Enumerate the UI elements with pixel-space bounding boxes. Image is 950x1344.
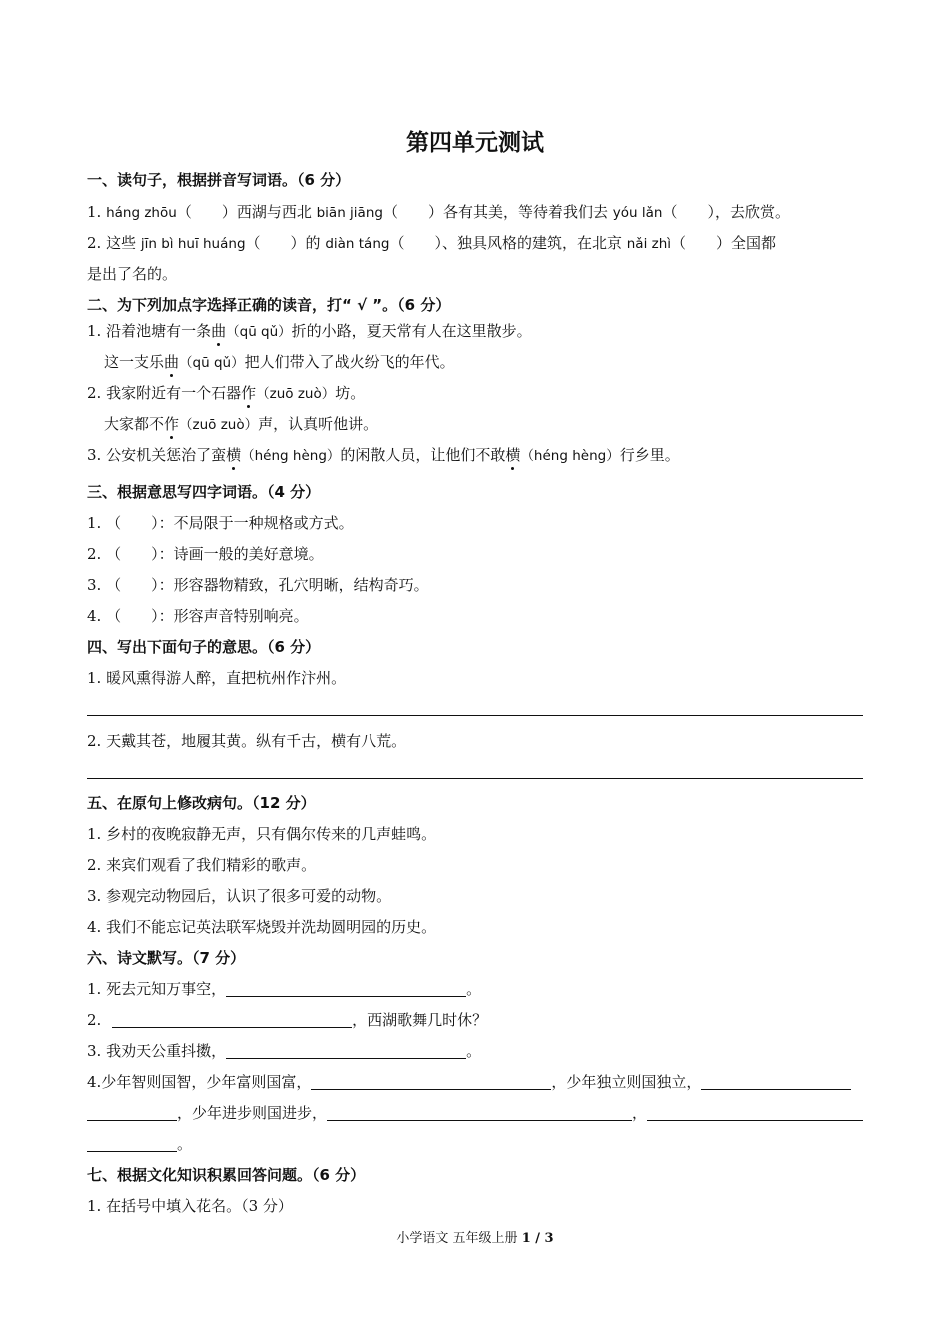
s5-item: [87, 917, 436, 937]
fill-blank[interactable]: [701, 1073, 851, 1090]
fill-blank[interactable]: [87, 1135, 177, 1152]
s5-item: [87, 886, 391, 906]
s3-item: [87, 606, 309, 626]
q-number: 1.: [87, 514, 102, 532]
q-text: （ ），去欣赏。: [662, 203, 790, 221]
dotted-char: 曲: [211, 322, 227, 340]
q-number: 1.: [87, 669, 102, 687]
q-text: （ ）：诗画一般的美好意境。: [106, 545, 324, 563]
q-number: 2.: [87, 1011, 102, 1029]
pinyin: nǎi zhì: [626, 236, 672, 252]
q-text: 把人们带入了战火纷飞的年代。: [244, 353, 455, 371]
q-text: 来宾们观看了我们精彩的歌声。: [106, 856, 317, 874]
pinyin: yóu lǎn: [612, 205, 663, 221]
q-number: 2.: [87, 545, 102, 563]
q-text: 声，认真听他讲。: [258, 415, 379, 433]
fill-blank[interactable]: [87, 1104, 177, 1121]
pinyin-options: （héng hèng）: [241, 448, 341, 464]
page-title: 第四单元测试: [406, 130, 544, 156]
section-1-heading: 一、读句子，根据拼音写词语。（6 分）: [87, 171, 351, 189]
q-number: 2.: [87, 856, 102, 874]
q-text: （ ）各有其美，等待着我们去: [382, 203, 608, 221]
q-number: 3.: [87, 446, 102, 464]
fill-blank[interactable]: [226, 1042, 466, 1059]
section-7-heading: 七、根据文化知识积累回答问题。（6 分）: [87, 1166, 366, 1184]
q-text: 乡村的夜晚寂静无声，只有偶尔传来的几声蛙鸣。: [106, 825, 437, 843]
q-number: 1.: [87, 203, 102, 221]
pinyin: biān jiāng: [316, 205, 383, 221]
s7-q1: [87, 1196, 293, 1216]
q-text: ，少年进步则国进步，: [177, 1104, 328, 1122]
q-text: 少年智则国智，少年富则国富，: [101, 1073, 312, 1091]
q-text: （ ）全国都: [671, 234, 777, 252]
q-text: 我家附近有一个石器: [106, 384, 242, 402]
dotted-char: 作: [164, 415, 180, 433]
page-number: 1 / 3: [521, 1231, 554, 1246]
dotted-char: 横: [226, 446, 242, 464]
section-5-heading: 五、在原句上修改病句。（12 分）: [87, 794, 316, 812]
s2-q2a: [87, 383, 365, 404]
s2-q3: [87, 445, 680, 466]
q-number: 4.: [87, 918, 102, 936]
q-text: 暖风熏得游人醉，直把杭州作汴州。: [106, 669, 347, 687]
pinyin: háng zhōu: [106, 205, 177, 221]
q-text: 坊。: [335, 384, 366, 402]
q-text: 死去元知万事空，: [106, 980, 227, 998]
q-text: 。: [177, 1135, 193, 1153]
fill-blank[interactable]: [327, 1104, 632, 1121]
q-text: 沿着池塘有一条: [106, 322, 212, 340]
q-text: （ ）、独具风格的建筑，在北京: [389, 234, 622, 252]
q-text: ，少年独立则国独立，: [551, 1073, 702, 1091]
q-number: 2.: [87, 234, 102, 252]
pinyin-options: （zuō zuò）: [256, 386, 336, 402]
s5-item: [87, 855, 316, 875]
pinyin-options: （qū qǔ）: [179, 355, 245, 371]
q-text: ，西湖歌舞几时休？: [352, 1011, 488, 1029]
section-4-heading: 四、写出下面句子的意思。（6 分）: [87, 638, 321, 656]
fill-blank[interactable]: [647, 1104, 863, 1121]
s6-q3: [87, 1041, 481, 1061]
q-text: 在括号中填入花名。（3 分）: [106, 1197, 293, 1215]
q-number: 4.: [87, 607, 102, 625]
fill-blank[interactable]: [226, 980, 466, 997]
s6-q2: [87, 1010, 487, 1030]
q-text: 的闲散人员，让他们不敢: [340, 446, 506, 464]
s3-item: [87, 575, 429, 595]
s6-q4-line2: [87, 1103, 863, 1123]
q-number: 1.: [87, 980, 102, 998]
q-number: 3.: [87, 887, 102, 905]
section-3-heading: 三、根据意思写四字词语。（4 分）: [87, 483, 321, 501]
q-number: 1.: [87, 1197, 102, 1215]
q-text: 行乡里。: [619, 446, 680, 464]
s6-q1: [87, 979, 481, 999]
fill-blank[interactable]: [112, 1011, 352, 1028]
q-number: 2.: [87, 732, 102, 750]
s3-item: [87, 513, 354, 533]
dotted-char: 作: [241, 384, 257, 402]
q-text: （ ）的: [245, 234, 321, 252]
q-text: ，: [632, 1104, 648, 1122]
section-6-heading: 六、诗文默写。（7 分）: [87, 949, 246, 967]
dotted-char: 横: [505, 446, 521, 464]
q-text: （ ）：形容器物精致，孔穴明晰，结构奇巧。: [106, 576, 429, 594]
q-number: 3.: [87, 1042, 102, 1060]
q-number: 3.: [87, 576, 102, 594]
s3-item: [87, 544, 324, 564]
footer-subject: 小学语文 五年级上册: [396, 1231, 518, 1246]
section-2-heading: 二、为下列加点字选择正确的读音，打“ √ ”。（6 分）: [87, 296, 451, 314]
q-number: 1.: [87, 825, 102, 843]
s2-q2b: [104, 414, 378, 435]
pinyin-options: （qū qǔ）: [226, 324, 292, 340]
page-footer: [0, 1227, 950, 1246]
q-text: 折的小路，夏天常有人在这里散步。: [291, 322, 532, 340]
q-text: 大家都不: [104, 415, 165, 433]
s6-q4-line1: [87, 1072, 851, 1092]
q-text: 参观完动物园后，认识了很多可爱的动物。: [106, 887, 392, 905]
pinyin: jīn bì huī huáng: [140, 236, 246, 252]
s5-item: [87, 824, 436, 844]
s1-q2-cont: 是出了名的。: [87, 265, 178, 283]
s4-q2: [87, 731, 406, 751]
q-text: （ ）：不局限于一种规格或方式。: [106, 514, 354, 532]
s1-q1: [87, 202, 790, 223]
s1-q2: [87, 233, 776, 254]
q-text: 这些: [106, 234, 137, 252]
fill-blank[interactable]: [311, 1073, 551, 1090]
s2-q1b: [104, 352, 455, 373]
q-text: 。: [466, 1042, 482, 1060]
answer-line[interactable]: [87, 778, 863, 779]
q-number: 4.: [87, 1073, 102, 1091]
pinyin: diàn táng: [325, 236, 390, 252]
s2-q1a: [87, 321, 532, 342]
pinyin-options: （zuō zuò）: [179, 417, 259, 433]
q-text: 这一支乐: [104, 353, 165, 371]
answer-line[interactable]: [87, 715, 863, 716]
q-text: （ ）西湖与西北: [176, 203, 312, 221]
pinyin-options: （héng hèng）: [520, 448, 620, 464]
q-number: 1.: [87, 322, 102, 340]
q-number: 2.: [87, 384, 102, 402]
q-text: 我劝天公重抖擞，: [106, 1042, 227, 1060]
s6-q4-line3: [87, 1134, 192, 1154]
q-text: 。: [466, 980, 482, 998]
q-text: 我们不能忘记英法联军烧毁并洗劫圆明园的历史。: [106, 918, 437, 936]
dotted-char: 曲: [164, 353, 180, 371]
q-text: （ ）：形容声音特别响亮。: [106, 607, 309, 625]
q-text: 公安机关惩治了蛮: [106, 446, 227, 464]
q-text: 天戴其苍，地履其黄。纵有千古，横有八荒。: [106, 732, 407, 750]
s4-q1: [87, 668, 346, 688]
